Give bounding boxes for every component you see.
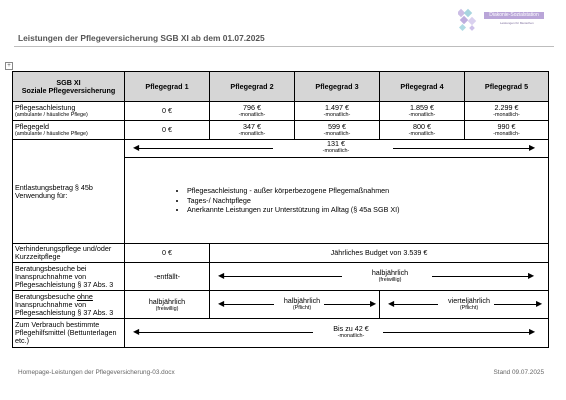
uses-list [127,186,546,215]
beratung-span-cell: ◀ halbjährlich (freiwillig) ▶ [210,263,549,291]
arrow-left-icon: ◀ [133,327,140,336]
verbrauch-cell: ◀ Bis zu 42 € -monatlich- ▶ [125,319,549,348]
cell-value: 796 € -monatlich- [210,102,295,121]
beratung-mid-cell: ◀ halbjährlich (Pflicht) ▶ [210,291,380,319]
row-entlastung-amount [13,140,549,158]
title-divider [14,46,554,47]
header-pflegegrad-5: Pflegegrad 5 [465,72,549,102]
arrow-right-icon: ▶ [536,298,543,308]
header-pflegegrad-1: Pflegegrad 1 [125,72,210,102]
list-item: • Tages-/ Nachtpflege [187,196,546,206]
cell-value: 2.299 € -monatlich- [465,102,549,121]
benefits-table [12,71,549,348]
row-beratung-ohne-sachleistung [13,291,549,319]
arrow-right-icon: ▶ [529,327,536,336]
arrow-right-icon: ▶ [529,143,536,152]
header-pflegegrad-4: Pflegegrad 4 [380,72,465,102]
cell-value: 800 € -monatlich- [380,121,465,140]
cell-value: 1.497 € -monatlich- [295,102,380,121]
budget-cell: Jährliches Budget von 3.539 € [210,244,549,263]
logo-tagline: Leistungen für Menschen [500,21,534,25]
cell-value: 0 € [125,121,210,140]
row-label-entlastung: Entlastungsbetrag § 45b Verwendung für: [13,140,125,244]
list-item: • Anerkannte Leistungen zur Unterstützung im Alltag (§ 45a SGB XI) [187,205,546,215]
header-sgb-xi: SGB XI Soziale Pflegeversicherung [13,72,125,102]
arrow-left-icon: ◀ [133,143,140,152]
row-pflegesachleistung [13,102,549,121]
arrow-right-icon: ▶ [370,298,377,308]
cell-value: 0 € [125,244,210,263]
arrow-left-icon: ◀ [388,298,395,308]
arrow-right-icon: ▶ [528,270,535,280]
row-label: Pflegegeld (ambulante / häusliche Pflege) [13,121,125,140]
header-pflegegrad-2: Pflegegrad 2 [210,72,295,102]
table-move-handle[interactable]: + [5,62,13,70]
row-verhinderungspflege [13,244,549,263]
row-label: Beratungsbesuche ohne Inanspruchnahme von Pflegesachleistung § 37 Abs. 3 [13,291,125,319]
entlastung-uses-cell [125,158,549,244]
row-label: Beratungsbesuche bei Inanspruchnahme von Pflegesachleistung § 37 Abs. 3 [13,263,125,291]
arrow-left-icon: ◀ [218,298,225,308]
header-pflegegrad-3: Pflegegrad 3 [295,72,380,102]
cell-value: 1.859 € -monatlich- [380,102,465,121]
monthly-label: -monatlich- [322,148,350,154]
row-label: Verhinderungspflege und/oder Kurzzeitpflege [13,244,125,263]
row-label: Zum Verbrauch bestimmte Pflegehilfsmittel (Bettunterlagen etc.) [13,319,125,348]
cell-value: 347 € -monatlich- [210,121,295,140]
beratung-right-cell: ◀ vierteljährlich (Pflicht) ▶ [380,291,549,319]
list-item: • Pflegesachleistung - außer körperbezogene Pflegemaßnahmen [187,186,546,196]
footer-date: Stand 09.07.2025 [493,369,544,376]
table-header-row [13,72,549,102]
arrow-left-icon: ◀ [218,270,225,280]
cell-value: halbjährlich (freiwillig) [125,291,210,319]
entlastung-amount-cell [125,140,549,158]
footer-filename: Homepage-Leistungen der Pflegeversicherung-03.docx [18,369,175,376]
cell-value: 990 € -monatlich- [465,121,549,140]
entlastung-amount: 131 € [327,139,345,148]
cell-value: 0 € [125,102,210,121]
cell-value: -entfällt- [125,263,210,291]
row-pflegehilfsmittel [13,319,549,348]
page-title: Leistungen der Pflegeversicherung SGB XI ab dem 01.07.2025 [18,33,265,43]
logo-wordmark: Diakonie-Sozialstation [484,12,544,19]
row-pflegegeld [13,121,549,140]
row-beratung-sachleistung [13,263,549,291]
row-label: Pflegesachleistung (ambulante / häusliche Pflege) [13,102,125,121]
cell-value: 599 € -monatlich- [295,121,380,140]
